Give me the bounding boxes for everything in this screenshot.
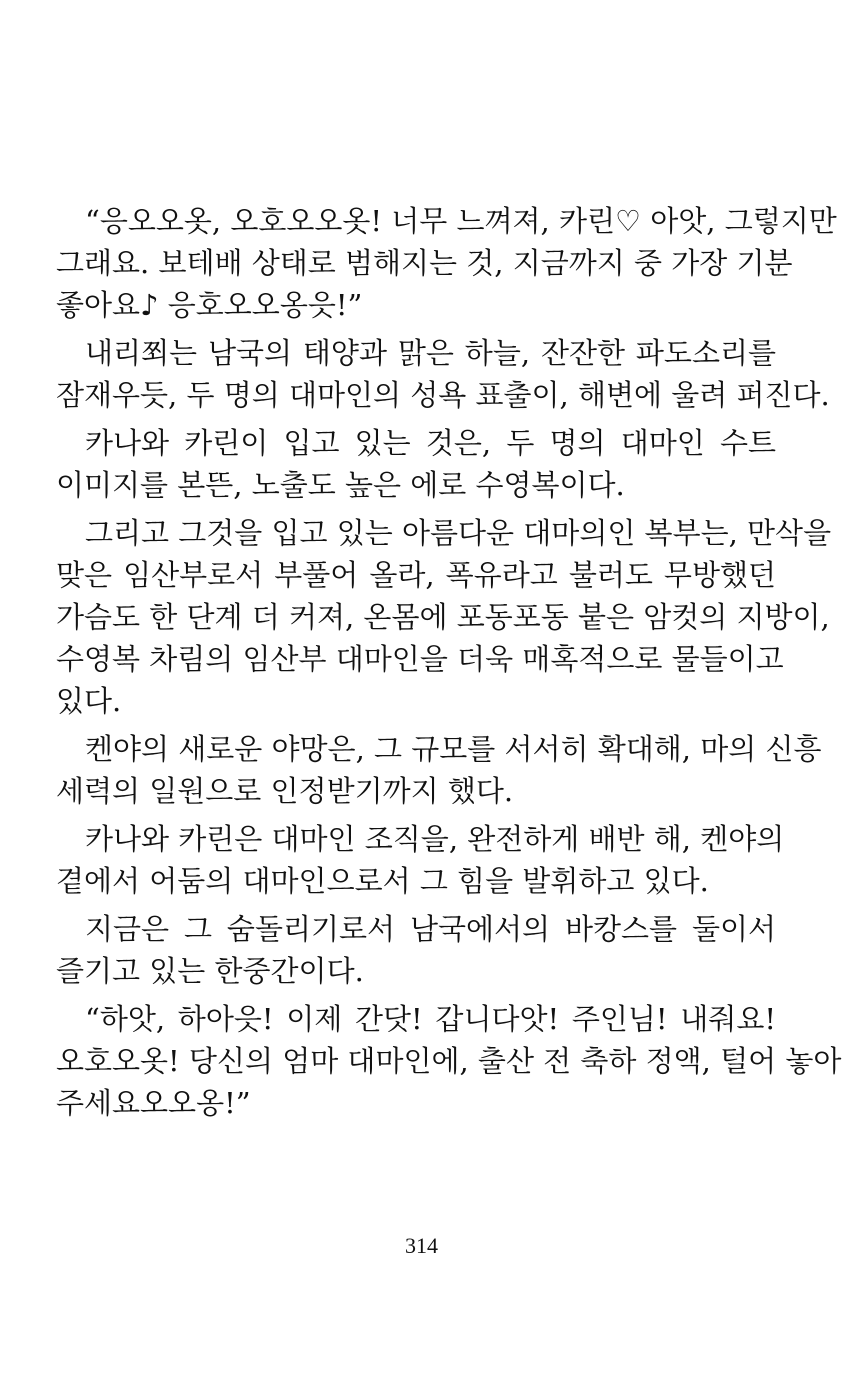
text-line: 곁에서 어둠의 대마인으로서 그 힘을 발휘하고 있다. (56, 864, 709, 898)
text-line: 세력의 일원으로 인정받기까지 했다. (56, 774, 514, 808)
paragraph (56, 422, 776, 506)
paragraph (56, 512, 832, 722)
paragraph (56, 818, 785, 902)
paragraph (56, 908, 776, 992)
paragraph (56, 332, 830, 416)
paragraph (56, 728, 822, 812)
text-line: 켄야의 새로운 야망은, 그 규모를 서서히 확대해, 마의 신흥 (85, 732, 822, 766)
text-line: 오호오옷! 당신의 엄마 대마인에, 출산 전 축하 정액, 털어 놓아 (56, 1044, 842, 1078)
text-line: “하앗, 하아읏! 이제 간닷! 갑니다앗! 주인님! 내줘요! (85, 1002, 776, 1036)
paragraph (56, 998, 842, 1124)
text-line: 내리쬐는 남국의 태양과 맑은 하늘, 잔잔한 파도소리를 (85, 336, 776, 370)
text-line: 주세요오오옹!” (56, 1086, 251, 1120)
body-text (56, 200, 842, 1130)
text-line: 맞은 임산부로서 부풀어 올라, 폭유라고 불러도 무방했던 (56, 558, 776, 592)
text-line: 좋아요♪ 응호오오옹읏!” (56, 288, 363, 322)
text-line: 이미지를 본뜬, 노출도 높은 에로 수영복이다. (56, 468, 625, 502)
text-line: 있다. (56, 684, 122, 718)
text-line: “응오오옷, 오호오오옷! 너무 느껴져, 카린♡ 아앗, 그렇지만 (85, 204, 837, 238)
paragraph (56, 200, 837, 326)
page-number: 314 (405, 1233, 438, 1258)
text-line: 그래요. 보테배 상태로 범해지는 것, 지금까지 중 가장 기분 (56, 246, 793, 280)
text-line: 지금은 그 숨돌리기로서 남국에서의 바캉스를 둘이서 (85, 912, 776, 946)
text-line: 그리고 그것을 입고 있는 아름다운 대마의인 복부는, 만삭을 (85, 516, 832, 550)
text-line: 카나와 카린은 대마인 조직을, 완전하게 배반 해, 켄야의 (85, 822, 785, 856)
text-line: 잠재우듯, 두 명의 대마인의 성욕 표출이, 해변에 울려 퍼진다. (56, 378, 830, 412)
text-line: 가슴도 한 단계 더 커져, 온몸에 포동포동 붙은 암컷의 지방이, (56, 600, 830, 634)
text-line: 수영복 차림의 임산부 대마인을 더욱 매혹적으로 물들이고 (56, 642, 784, 676)
text-line: 즐기고 있는 한중간이다. (56, 954, 364, 988)
text-line: 카나와 카린이 입고 있는 것은, 두 명의 대마인 수트 (85, 426, 776, 460)
